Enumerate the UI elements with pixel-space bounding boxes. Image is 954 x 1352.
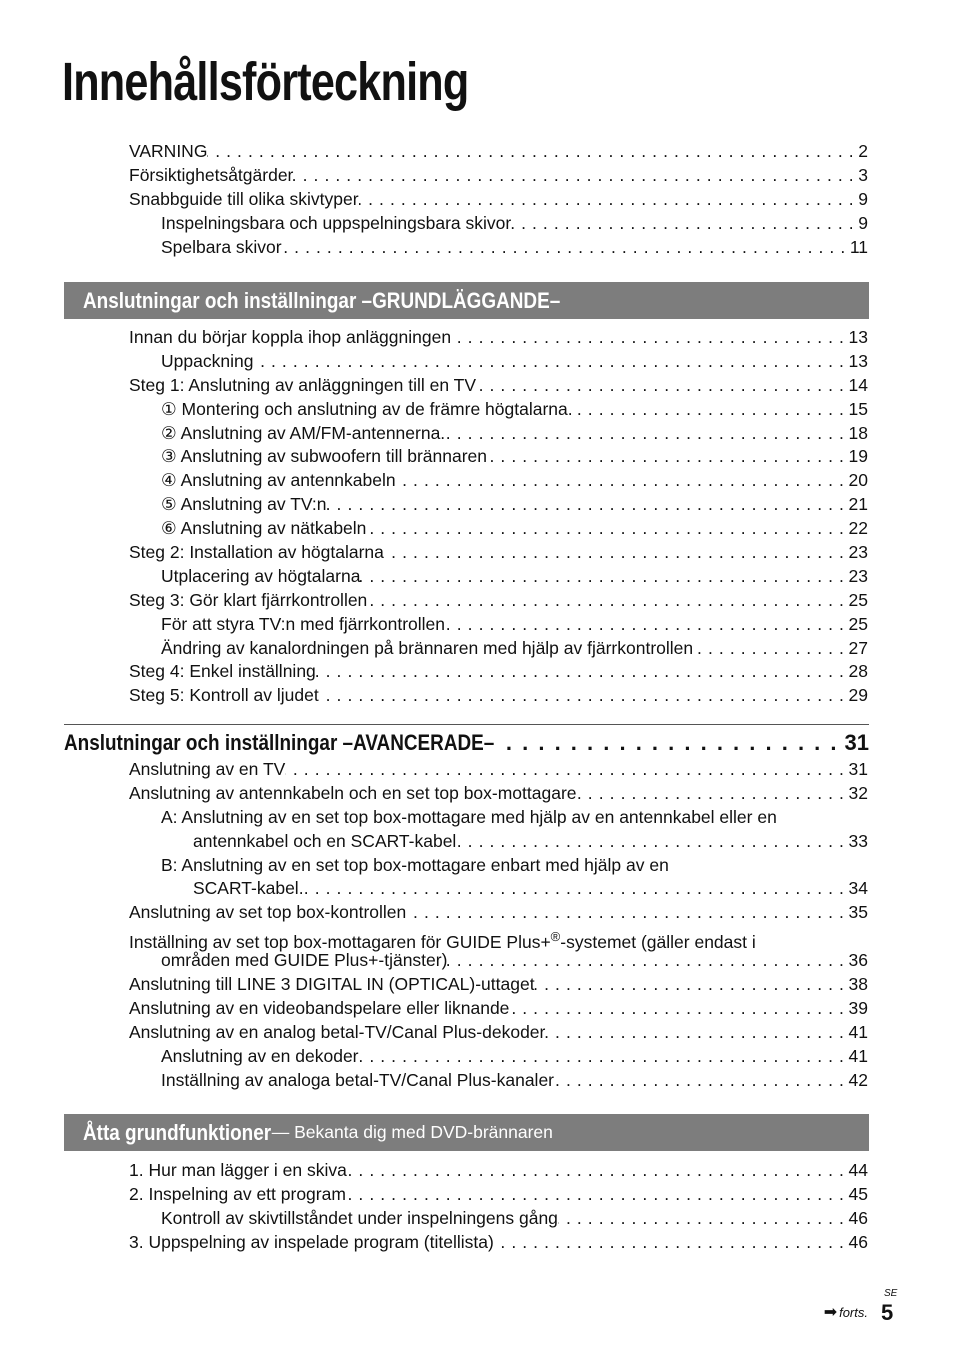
toc-entry-label: Steg 2: Installation av högtalarna [129,542,384,563]
toc-entry[interactable] [161,949,868,973]
dot-leader [293,164,854,188]
toc-entry-label: Inställning av analoga betal-TV/Canal Plus-kanaler [161,1069,555,1090]
toc-section-basic [0,326,954,708]
toc-entry[interactable] [161,493,868,517]
dot-leader [535,973,845,997]
toc-entry-label: 1. Hur man lägger i en skiva [129,1160,347,1180]
toc-entry[interactable] [129,188,868,212]
section-heading-functions-subtitle: — Bekanta dig med DVD-brännaren [271,1122,553,1142]
toc-entry-page: 46 [848,1207,868,1228]
section-heading-advanced[interactable] [64,729,869,757]
toc-entry-page: 22 [848,518,868,539]
toc-entry[interactable] [129,782,868,806]
toc-entry[interactable] [129,1183,868,1207]
toc-entry-label: För att styra TV:n med fjärrkontrollen [161,613,445,634]
arrow-right-icon: ➡ [823,1304,838,1321]
toc-entry-page: 14 [848,374,868,395]
toc-entry-label: Kontroll av skivtillståndet under inspelningens gång [161,1207,558,1228]
toc-entry-label: Anslutning av en videobandspelare eller liknande [129,997,510,1018]
toc-entry-page: 25 [848,589,868,610]
toc-entry-page: 15 [848,398,868,419]
dot-leader [384,541,845,565]
toc-entry-page: 32 [848,782,868,803]
dot-leader [447,949,844,973]
toc-entry[interactable] [129,326,868,350]
toc-entry-page: 44 [848,1160,868,1180]
toc-entry-label: Steg 4: Enkel inställning [129,661,316,682]
toc-entry-page: 3 [858,164,868,185]
toc-entry[interactable] [161,806,954,830]
dot-leader [319,684,845,708]
toc-entry-page: 41 [848,1021,868,1042]
toc-entry-page: 31 [848,759,868,779]
toc-entry[interactable] [161,212,868,236]
language-code: SE [884,1288,898,1299]
toc-entry-label: Utplacering av högtalarna [161,565,361,586]
toc-entry[interactable] [161,613,868,637]
toc-entry[interactable] [161,398,868,422]
dot-leader [509,997,844,1021]
dot-leader [207,140,854,164]
section-heading-functions [64,1114,869,1151]
toc-entry[interactable] [161,1069,868,1093]
continued-indicator [824,1302,868,1322]
dot-leader [359,1045,845,1069]
dot-leader [456,830,844,854]
toc-entry[interactable] [129,997,868,1021]
toc-entry[interactable] [161,565,868,589]
dot-leader [347,1159,845,1183]
toc-entry[interactable] [129,1021,868,1045]
dot-leader [253,350,844,374]
toc-entry[interactable] [129,901,868,925]
dot-leader [515,212,854,236]
toc-entry[interactable] [129,164,868,188]
toc-entry[interactable] [129,589,868,613]
toc-entry[interactable] [161,445,868,469]
toc-entry[interactable] [129,758,868,782]
toc-entry-label: Steg 1: Anslutning av anläggningen till en TV [129,374,477,395]
toc-entry-label: Anslutning av en analog betal-TV/Canal Plus-dekoder [129,1021,546,1042]
toc-entry-label: B: Anslutning av en set top box-mottagare enbart med hjälp av en [161,854,669,875]
toc-entry-label: Steg 5: Kontroll av ljudet [129,685,319,706]
toc-entry-page: 45 [848,1183,868,1204]
dot-leader [360,565,844,589]
toc-entry-label: Steg 3: Gör klart fjärrkontrollen [129,589,368,610]
dot-leader [406,901,844,925]
dot-leader [487,445,845,469]
page-title: Innehållsförteckning [62,52,469,112]
toc-entry-label: Anslutning av en dekoder [161,1045,359,1066]
toc-entry-page: 2 [858,141,868,161]
dot-leader [367,589,844,613]
toc-entry-page: 28 [848,661,868,682]
toc-entry[interactable] [161,517,868,541]
toc-entry[interactable] [129,660,868,684]
toc-entry[interactable] [129,684,868,708]
toc-entry-page: 34 [848,878,868,899]
toc-entry-page: 23 [848,565,868,586]
dot-leader [396,469,845,493]
toc-entry-page: 9 [858,188,868,209]
section-heading-basic-text: Anslutningar och inställningar –GRUNDLÄGGANDE– [83,287,561,313]
toc-entry[interactable] [193,877,868,901]
toc-entry[interactable] [129,973,868,997]
dot-leader [366,517,844,541]
toc-entry[interactable] [129,374,868,398]
toc-entry[interactable] [161,422,868,446]
toc-entry-page: 46 [848,1231,868,1252]
section-heading-basic [64,282,869,319]
registered-mark: ® [550,929,561,945]
dot-leader [359,188,855,212]
dot-leader [476,374,845,398]
toc-entry-label: antennkabel och en SCART-kabel [193,830,457,851]
continued-text: forts. [839,1305,868,1320]
toc-entry-label: ④ Anslutning av antennkabeln [161,470,396,491]
dot-leader [558,1207,845,1231]
toc-entry-label: Innan du börjar koppla ihop anläggningen [129,327,452,347]
toc-entry-page: 23 [848,542,868,563]
toc-entry-label: områden med GUIDE Plus+-tjänster) [161,950,448,971]
toc-entry-label: ⑤ Anslutning av TV:n [161,494,327,515]
toc-entry-label: Ändring av kanalordningen på brännaren med hjälp av fjärrkontrollen [161,637,694,658]
toc-entry-label: Inställning av set top box-mottagaren för GUIDE Plus+®-systemet (gäller endast i [129,929,756,953]
toc-entry-label: 3. Uppspelning av inspelade program (titellista) [129,1231,494,1252]
toc-entry-label: Uppackning [161,350,254,371]
toc-intro [0,140,954,259]
toc-entry-label: A: Anslutning av en set top box-mottagare med hjälp av en antennkabel eller en [161,806,777,827]
dot-leader [573,398,845,422]
dot-leader [693,637,844,661]
toc-entry-page: 21 [848,494,868,515]
toc-entry[interactable] [161,236,868,260]
toc-entry-page: 13 [848,350,868,371]
dot-leader [504,729,838,757]
toc-entry-label: ⑥ Anslutning av nätkabeln [161,518,367,539]
toc-entry-label: Spelbara skivor [161,236,282,257]
toc-entry-label: Anslutning av antennkabeln och en set top box-mottagare [129,782,577,803]
section-heading-advanced-text: Anslutningar och inställningar –AVANCERADE– [64,730,495,755]
toc-entry-page: 18 [848,422,868,443]
toc-entry-page: 42 [848,1069,868,1090]
dot-leader [577,782,845,806]
toc-entry-page: 13 [848,327,868,347]
dot-leader [285,758,844,782]
dot-leader [545,1021,844,1045]
toc-entry-label: Snabbguide till olika skivtyper [129,188,359,209]
toc-section-advanced [0,758,954,1092]
section-heading-functions-text: Åtta grundfunktioner [83,1119,272,1145]
dot-leader [445,613,845,637]
toc-entry-page: 38 [848,974,868,995]
dot-leader [346,1183,845,1207]
dot-leader [451,326,844,350]
toc-entry-label: Anslutning till LINE 3 DIGITAL IN (OPTICAL)-uttaget [129,974,535,995]
toc-entry-page: 19 [848,446,868,467]
dot-leader [445,422,844,446]
toc-entry-label: Försiktighetsåtgärder [129,164,294,185]
toc-entry[interactable] [129,925,954,953]
section-heading-advanced-page: 31 [844,730,869,755]
toc-entry[interactable] [161,854,954,878]
toc-entry[interactable] [161,1045,868,1069]
toc-entry-page: 41 [848,1045,868,1066]
toc-entry-page: 9 [858,212,868,233]
toc-entry-page: 39 [848,997,868,1018]
toc-entry[interactable] [129,1159,868,1183]
toc-entry[interactable] [193,830,868,854]
toc-entry-page: 25 [848,613,868,634]
toc-entry[interactable] [161,1207,868,1231]
toc-entry-page: 20 [848,470,868,491]
toc-entry[interactable] [129,140,868,164]
toc-entry[interactable] [129,1231,868,1255]
toc-entry-label: Anslutning av set top box-kontrollen [129,902,407,923]
toc-entry-page: 29 [848,685,868,706]
toc-entry-page: 11 [849,236,868,257]
toc-entry-page: 33 [848,830,868,851]
dot-leader [494,1231,845,1255]
toc-entry[interactable] [161,469,868,493]
dot-leader [554,1069,845,1093]
toc-entry-label: VARNING [129,141,208,161]
section-divider [64,724,869,725]
dot-leader [327,493,845,517]
toc-entry-label: ③ Anslutning av subwoofern till brännaren [161,446,488,467]
toc-entry-label: ② Anslutning av AM/FM-antennerna. [161,422,446,443]
dot-leader [282,236,846,260]
page-number: 5 [881,1300,894,1325]
toc-entry-label: SCART-kabel. [193,878,304,899]
toc-entry-label: 2. Inspelning av ett program [129,1183,346,1204]
toc-entry[interactable] [129,541,868,565]
toc-entry-label: Anslutning av en TV [129,759,286,779]
toc-entry-label: ① Montering och anslutning av de främre högtalarna. [161,398,573,419]
toc-entry-page: 35 [848,902,868,923]
toc-entry-label: Inspelningsbara och uppspelningsbara skivor. [161,212,516,233]
toc-entry[interactable] [161,350,868,374]
toc-entry[interactable] [161,637,868,661]
dot-leader [316,660,845,684]
toc-entry-page: 27 [848,637,868,658]
dot-leader [304,877,845,901]
toc-section-functions [0,1159,954,1255]
toc-entry-page: 36 [848,950,868,971]
